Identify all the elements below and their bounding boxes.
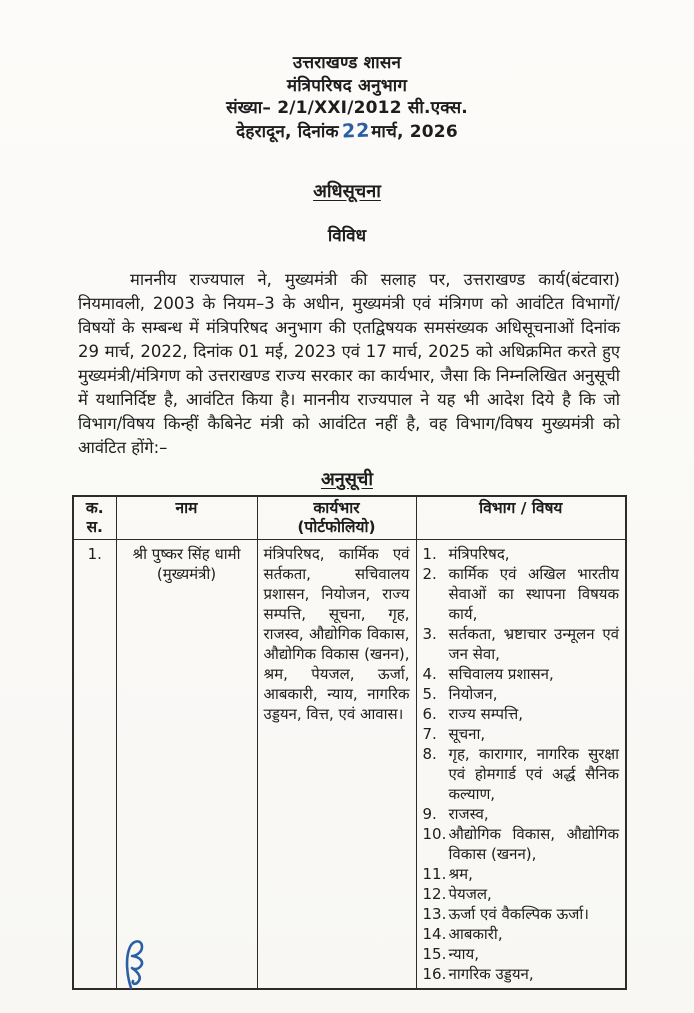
department-item: 5. नियोजन,: [422, 685, 498, 703]
department-item: 1. मंत्रिपरिषद,: [422, 545, 510, 563]
date-suffix: मार्च, 2026: [371, 121, 458, 142]
department-item: 2. कार्मिक एवं अखिल भारतीय सेवाओं का स्थापना विषयक कार्य,: [422, 565, 619, 623]
header-name: नाम: [116, 496, 257, 540]
department-item: 13. ऊर्जा एवं वैकल्पिक ऊर्जा।: [422, 905, 589, 923]
department-item: 11. श्रम,: [422, 865, 473, 883]
notification-body-paragraph: माननीय राज्यपाल ने, मुख्यमंत्री की सलाह पर, उत्तराखण्ड कार्य(बंटवारा) नियमावली, 2003 के नियम–3 के अधीन, मुख्यमंत्री एवं मंत्रिगण को आवंटित विभागों/विषयों के सम्बन्ध में मंत्रिपरिषद अनुभाग की एतद्विषयक समसंख्यक अधिसूचनाओं दिनांक 29 मार्च, 2022, दिनांक 01 मई, 2023 एवं 17 मार्च, 2025 को अधिक्रमित करते हुए मुख्यमंत्री/मंत्रिगण को उत्तराखण्ड राज्य सरकार का कार्यभार, जैसा कि निम्नलिखित अनुसूची में यथानिर्दिष्ट है, आवंटित किया है। माननीय राज्यपाल ने यह भी आदेश दिये है कि जो विभाग/विषय किन्हीं कैबिनेट मंत्री को आवंटित नहीं है, वह विभाग/विषय मुख्यमंत्री को आवंटित होंगे:–: [78, 270, 620, 457]
departments-list: [423, 544, 620, 984]
handwritten-signature-squiggle: [116, 936, 156, 996]
notification-title: अधिसूचना: [313, 181, 381, 202]
schedule-title: अनुसूची: [320, 469, 373, 490]
portfolio-cell: मंत्रिपरिषद, कार्मिक एवं सर्तकता, सचिवालय प्रशासन, नियोजन, राज्य सम्पत्ति, सूचना, गृह, राजस्व, औद्योगिक विकास, औद्योगिक विकास (खनन), श्रम, पेयजल, ऊर्जा, आबकारी, न्याय, नागरिक उड्डयन, वित्त, एवं आवास।: [257, 540, 416, 990]
reference-number: संख्या– 2/1/XXI/2012 सी.एक्स.: [226, 98, 468, 118]
department-item: 6. राज्य सम्पत्ति,: [422, 705, 524, 723]
document-header: [0, 0, 694, 143]
department-item: 16. नागरिक उड्डयन,: [422, 965, 534, 983]
department-item: 15. न्याय,: [422, 945, 479, 963]
date-line: [0, 120, 694, 144]
department-item: 8. गृह, कारागार, नागरिक सुरक्षा एवं होमगार्ड एवं अर्द्ध सैनिक कल्याण,: [422, 745, 619, 803]
header-departments: विभाग / विषय: [416, 496, 626, 540]
name-cell: [116, 540, 257, 990]
header-portfolio: कार्यभार (पोर्टफोलियो): [257, 496, 416, 540]
org-name: उत्तराखण्ड शासन: [292, 53, 402, 73]
department-item: 3. सर्तकता, भ्रष्टाचार उन्मूलन एवं जन सेवा,: [422, 625, 619, 663]
department-item: 9. राजस्व,: [422, 805, 489, 823]
department-item: 10. औद्योगिक विकास, औद्योगिक विकास (खनन),: [422, 825, 619, 863]
minister-designation: (मुख्यमंत्री): [156, 565, 217, 583]
date-prefix: देहरादून, दिनांक: [236, 121, 339, 142]
department-item: 12. पेयजल,: [422, 885, 492, 903]
handwritten-day: 22: [341, 119, 371, 142]
notification-subtitle: विविध: [327, 226, 367, 246]
schedule-table: [72, 495, 627, 990]
table-row: [73, 540, 626, 990]
department-item: 7. सूचना,: [422, 725, 486, 743]
department-item: 14. आबकारी,: [422, 925, 503, 943]
departments-cell: [416, 540, 626, 990]
department-item: 4. सचिवालय प्रशासन,: [422, 665, 554, 683]
header-serial: क. स.: [73, 496, 116, 540]
table-header-row: [73, 496, 626, 540]
section-name: मंत्रिपरिषद अनुभाग: [286, 75, 408, 96]
serial-cell: 1.: [73, 540, 116, 990]
minister-name: श्री पुष्कर सिंह धामी: [132, 545, 241, 563]
